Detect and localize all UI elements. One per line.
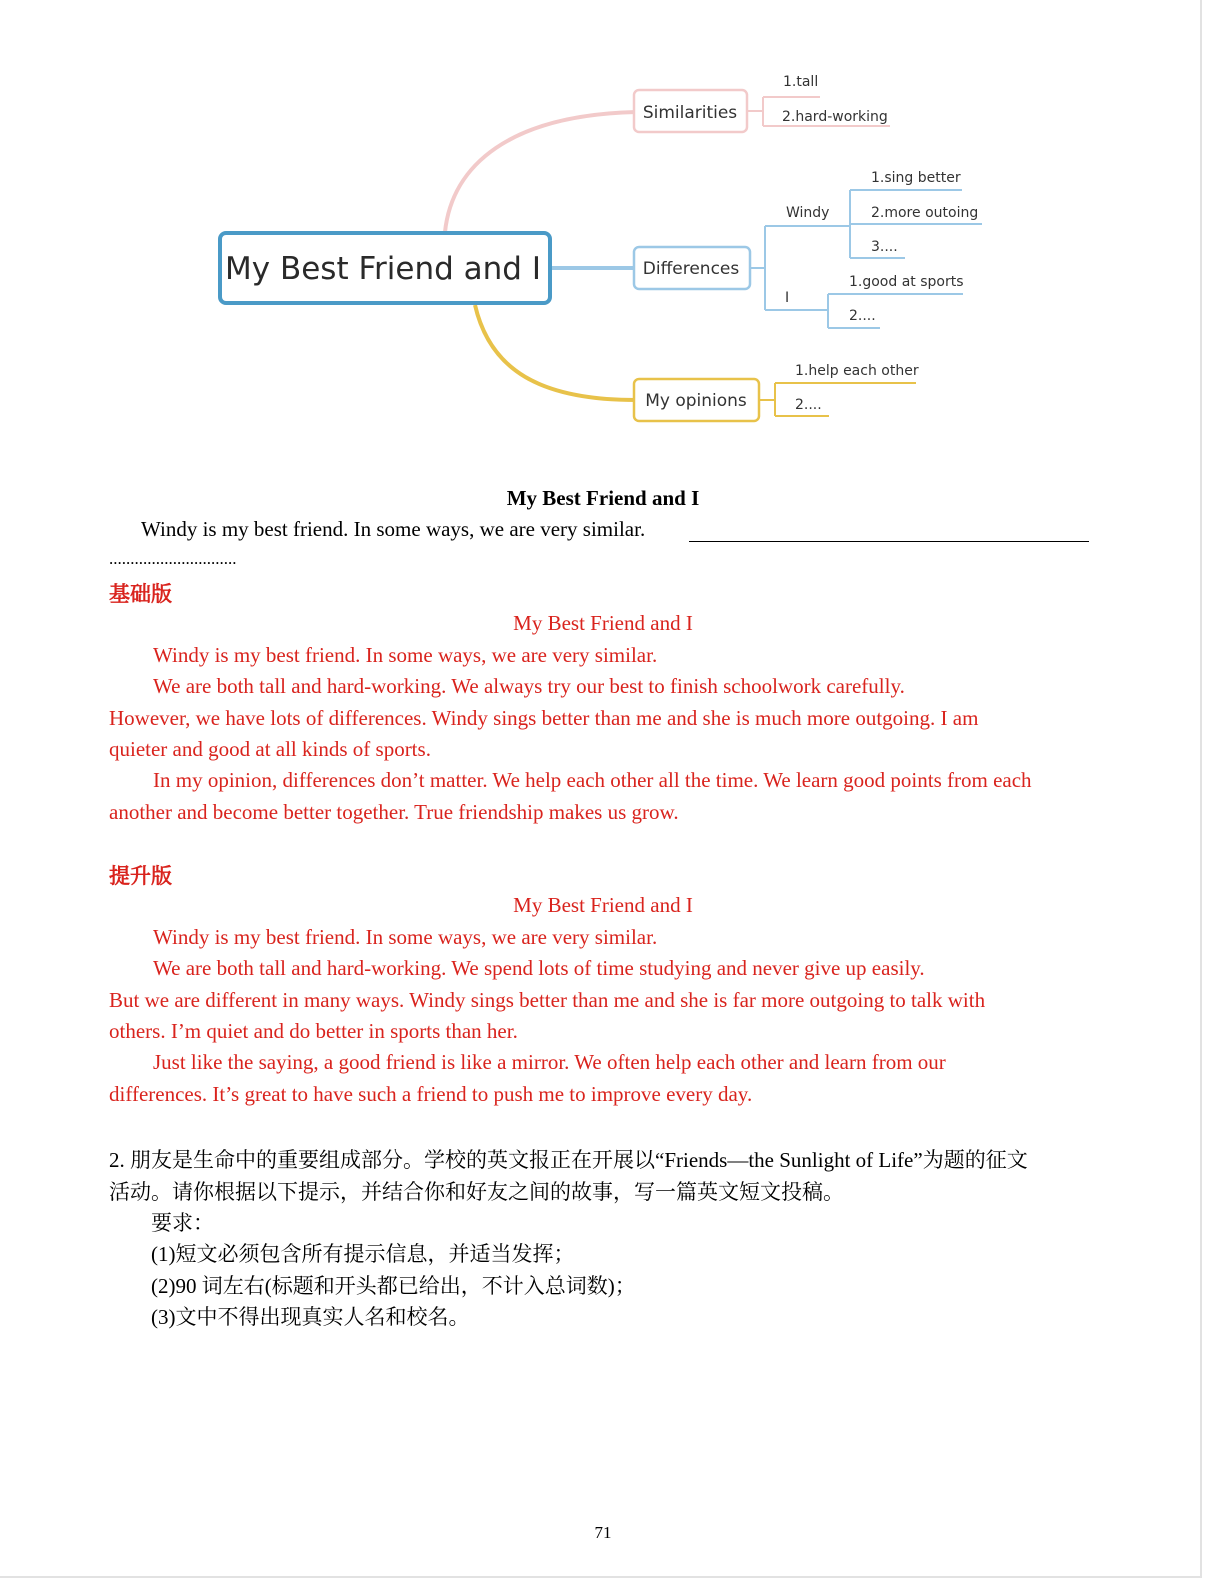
opinion-item: 1.help each other xyxy=(795,363,919,379)
similarity-item: 2.hard-working xyxy=(782,109,888,125)
essay-title: My Best Friend and I xyxy=(506,486,700,510)
answer-blank-line[interactable] xyxy=(689,541,1089,542)
advanced-title: My Best Friend and I xyxy=(513,893,693,917)
differences-label: Differences xyxy=(642,259,740,279)
opinions-label: My opinions xyxy=(645,391,747,411)
advanced-heading: 提升版 xyxy=(109,864,172,888)
basic-line: quieter and good at all kinds of sports. xyxy=(109,737,431,761)
windy-item: 2.more outoing xyxy=(871,205,979,221)
me-item: 1.good at sports xyxy=(849,274,964,290)
requirement-item: (2)90 词左右(标题和开头都已给出，不计入总词数)； xyxy=(151,1274,636,1298)
advanced-line: Windy is my best friend. In some ways, we are very similar. xyxy=(153,925,658,949)
advanced-line: differences. It’s great to have such a friend to push me to improve every day. xyxy=(109,1082,753,1106)
similarity-item: 1.tall xyxy=(783,74,819,90)
basic-line: We are both tall and hard-working. We always try our best to finish schoolwork carefully. xyxy=(153,674,905,698)
question-line: 2. 朋友是生命中的重要组成部分。学校的英文报正在开展以“Friends—the Sunlight of Life”为题的征文 xyxy=(109,1148,1028,1172)
branch-opinions xyxy=(475,305,636,400)
requirement-item: (3)文中不得出现真实人名和校名。 xyxy=(151,1305,470,1329)
mind-map xyxy=(0,0,1206,440)
requirement-item: (1)短文必须包含所有提示信息，并适当发挥； xyxy=(151,1242,575,1266)
windy-item: 3.... xyxy=(871,239,898,255)
advanced-line: We are both tall and hard-working. We spend lots of time studying and never give up easily. xyxy=(153,956,925,980)
question-line: 活动。请你根据以下提示，并结合你和好友之间的故事，写一篇英文短文投稿。 xyxy=(109,1180,844,1204)
me-item: 2.... xyxy=(849,308,876,324)
essay-opening: Windy is my best friend. In some ways, we are very similar. xyxy=(141,517,646,541)
basic-line: In my opinion, differences don’t matter. We help each other all the time. We learn good points from each xyxy=(153,768,1032,792)
basic-line: However, we have lots of differences. Windy sings better than me and she is much more outgoing. I am xyxy=(109,706,979,730)
opinions-connector xyxy=(759,383,916,416)
page-number: 71 xyxy=(594,1523,612,1542)
similarities-label: Similarities xyxy=(642,103,738,123)
basic-title: My Best Friend and I xyxy=(513,611,693,635)
requirements-label: 要求： xyxy=(151,1211,214,1235)
windy-label: Windy xyxy=(786,205,830,221)
windy-item: 1.sing better xyxy=(871,170,961,186)
opinion-item: 2.... xyxy=(795,397,822,413)
basic-line: Windy is my best friend. In some ways, we are very similar. xyxy=(153,643,658,667)
advanced-line: But we are different in many ways. Windy sings better than me and she is far more outgoing to talk with xyxy=(109,988,986,1012)
center-node-label: My Best Friend and I xyxy=(225,251,541,287)
continuation-dots: .............................. xyxy=(109,549,237,568)
branch-similarities xyxy=(445,112,636,232)
basic-line: another and become better together. True friendship makes us grow. xyxy=(109,800,679,824)
advanced-line: Just like the saying, a good friend is like a mirror. We often help each other and learn from our xyxy=(153,1050,946,1074)
me-label: I xyxy=(785,290,790,306)
basic-heading: 基础版 xyxy=(109,582,172,606)
advanced-line: others. I’m quiet and do better in sports than her. xyxy=(109,1019,518,1043)
